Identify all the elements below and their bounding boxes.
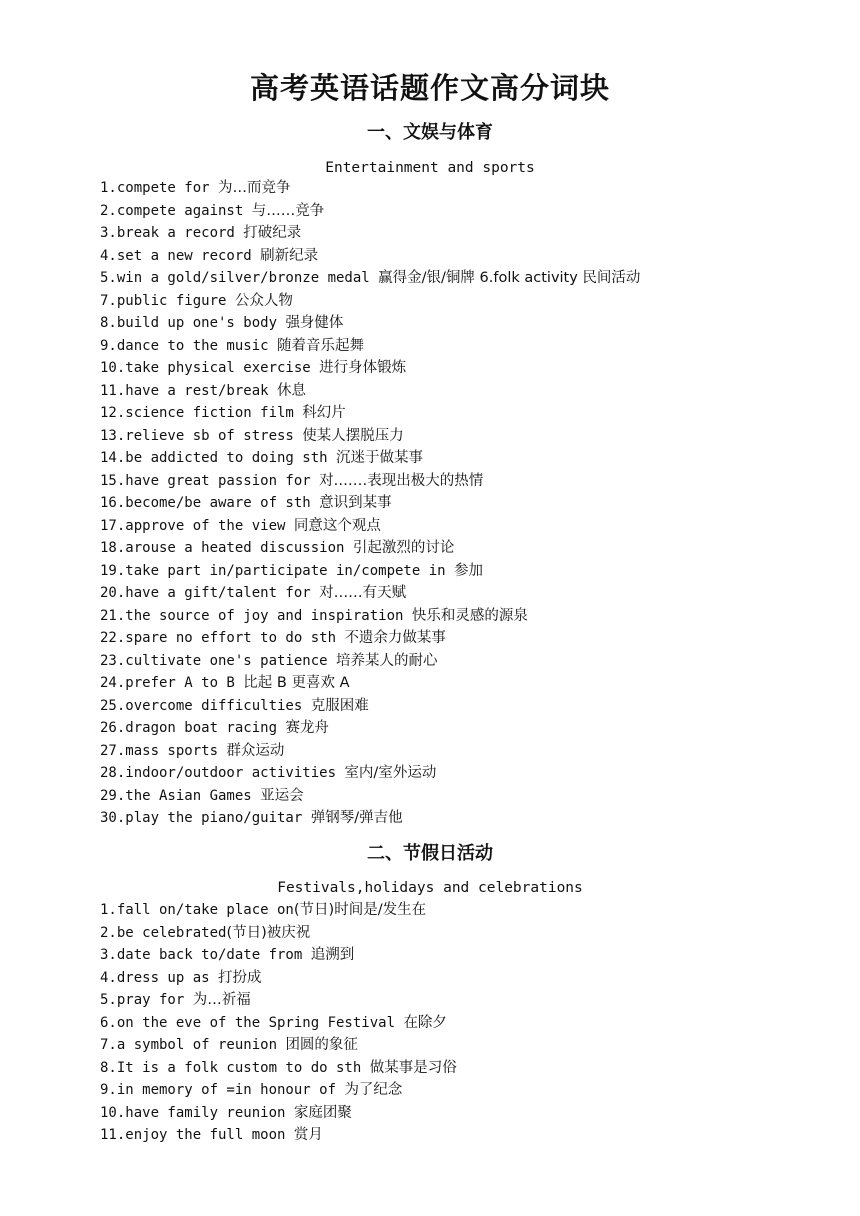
list-item bbox=[100, 177, 800, 200]
list-item bbox=[100, 492, 800, 515]
list-item bbox=[100, 447, 800, 470]
phrase-chinese: 在除夕 bbox=[403, 1014, 447, 1031]
list-item bbox=[100, 425, 800, 448]
phrase-english: 11.enjoy the full moon bbox=[100, 1127, 294, 1143]
list-item bbox=[100, 1079, 800, 1102]
phrase-list-entertainment bbox=[100, 177, 800, 830]
list-item bbox=[100, 627, 800, 650]
phrase-chinese: 为…而竞争 bbox=[218, 180, 291, 196]
phrase-english: 1.fall on/take place on bbox=[100, 902, 294, 918]
list-item bbox=[100, 922, 800, 945]
list-item bbox=[100, 582, 800, 605]
phrase-english: 8.It is a folk custom to do sth bbox=[100, 1059, 370, 1076]
phrase-english: 3.break a record bbox=[100, 225, 244, 241]
phrase-chinese: 随着音乐起舞 bbox=[277, 337, 365, 354]
phrase-list-festivals bbox=[100, 899, 800, 1147]
phrase-chinese: 做某事是习俗 bbox=[369, 1059, 457, 1076]
list-item bbox=[100, 1034, 800, 1057]
phrase-english: 5.win a gold/silver/bronze medal bbox=[100, 270, 379, 286]
list-item bbox=[100, 717, 800, 740]
phrase-chinese: 参加 bbox=[454, 562, 484, 579]
phrase-chinese: 强身健体 bbox=[285, 315, 344, 331]
list-item bbox=[100, 1124, 800, 1147]
phrase-english: 22.spare no effort to do sth bbox=[100, 630, 345, 646]
phrase-chinese: 打扮成 bbox=[218, 969, 262, 986]
list-item bbox=[100, 740, 800, 763]
phrase-chinese: 培养某人的耐心 bbox=[336, 652, 438, 669]
section-subtitle-entertainment: Entertainment and sports bbox=[325, 160, 535, 176]
list-item bbox=[100, 470, 800, 493]
phrase-chinese: (节日)时间是/发生在 bbox=[293, 902, 427, 918]
list-item bbox=[100, 290, 800, 313]
list-item bbox=[100, 515, 800, 538]
phrase-english: 2.compete against bbox=[100, 202, 252, 219]
phrase-chinese: 家庭团聚 bbox=[293, 1104, 352, 1121]
phrase-chinese: 进行身体锻炼 bbox=[319, 360, 407, 376]
phrase-chinese: 对.……表现出极大的热情 bbox=[319, 472, 484, 489]
phrase-english: 17.approve of the view bbox=[100, 517, 294, 534]
phrase-chinese: 科幻片 bbox=[302, 405, 346, 421]
phrase-english: 28.indoor/outdoor activities bbox=[100, 765, 345, 781]
list-item bbox=[100, 1102, 800, 1125]
phrase-english: 4.set a new record bbox=[100, 247, 261, 264]
phrase-english: 7.public figure bbox=[100, 292, 235, 309]
phrase-chinese: 群众运动 bbox=[226, 742, 285, 759]
phrase-chinese: 意识到某事 bbox=[319, 495, 392, 511]
phrase-english: 19.take part in/participate in/compete in bbox=[100, 562, 455, 579]
phrase-chinese: 与……竞争 bbox=[251, 202, 325, 219]
phrase-chinese: 公众人物 bbox=[234, 292, 293, 309]
phrase-chinese: 快乐和灵感的源泉 bbox=[411, 607, 528, 624]
list-item bbox=[100, 967, 800, 990]
phrase-english: 10.have family reunion bbox=[100, 1104, 294, 1121]
phrase-chinese: 克服困难 bbox=[310, 697, 369, 714]
phrase-chinese: 赛龙舟 bbox=[285, 720, 329, 736]
phrase-english: 18.arouse a heated discussion bbox=[100, 540, 353, 556]
list-item bbox=[100, 1012, 800, 1035]
phrase-chinese: (节日)被庆祝 bbox=[226, 924, 311, 941]
phrase-english: 16.become/be aware of sth bbox=[100, 495, 320, 511]
phrase-english: 12.science fiction film bbox=[100, 405, 303, 421]
list-item bbox=[100, 785, 800, 808]
list-item bbox=[100, 899, 800, 922]
phrase-english: 29.the Asian Games bbox=[100, 787, 261, 804]
phrase-english: 14.be addicted to doing sth bbox=[100, 450, 337, 466]
phrase-chinese: 团圆的象征 bbox=[285, 1037, 358, 1053]
list-item bbox=[100, 650, 800, 673]
phrase-chinese: 同意这个观点 bbox=[293, 517, 381, 534]
phrase-english: 5.pray for bbox=[100, 992, 193, 1008]
list-item bbox=[100, 357, 800, 380]
list-item bbox=[100, 762, 800, 785]
phrase-english: 4.dress up as bbox=[100, 969, 219, 986]
list-item bbox=[100, 380, 800, 403]
phrase-english: 3.date back to/date from bbox=[100, 947, 311, 963]
phrase-chinese: 为了纪念 bbox=[344, 1082, 403, 1098]
phrase-chinese: 引起激烈的讨论 bbox=[352, 540, 455, 556]
phrase-english: 23.cultivate one's patience bbox=[100, 652, 337, 669]
list-item bbox=[100, 989, 800, 1012]
phrase-english: 26.dragon boat racing bbox=[100, 720, 286, 736]
phrase-chinese: 为…祈福 bbox=[192, 992, 251, 1008]
phrase-chinese: 打破纪录 bbox=[243, 225, 302, 241]
list-item bbox=[100, 672, 800, 695]
phrase-chinese: 弹钢琴/弹吉他 bbox=[310, 810, 403, 826]
page-title: 高考英语话题作文高分词块 bbox=[249, 71, 610, 105]
list-item bbox=[100, 537, 800, 560]
list-item bbox=[100, 695, 800, 718]
phrase-english: 21.the source of joy and inspiration bbox=[100, 607, 412, 624]
phrase-english: 7.a symbol of reunion bbox=[100, 1037, 286, 1053]
list-item bbox=[100, 312, 800, 335]
section-heading-festivals: 二、节假日活动 bbox=[367, 843, 493, 864]
list-item bbox=[100, 335, 800, 358]
phrase-english: 6.on the eve of the Spring Festival bbox=[100, 1014, 404, 1031]
phrase-chinese: 使某人摆脱压力 bbox=[302, 427, 404, 444]
list-item bbox=[100, 402, 800, 425]
list-item bbox=[100, 560, 800, 583]
phrase-english: 27.mass sports bbox=[100, 742, 227, 759]
phrase-english: 11.have a rest/break bbox=[100, 382, 278, 399]
phrase-chinese: 对……有天赋 bbox=[319, 585, 407, 601]
phrase-english: 9.dance to the music bbox=[100, 337, 278, 354]
list-item bbox=[100, 1057, 800, 1080]
phrase-chinese: 沉迷于做某事 bbox=[336, 450, 424, 466]
list-item bbox=[100, 245, 800, 268]
phrase-english: 9.in memory of =in honour of bbox=[100, 1082, 345, 1098]
phrase-chinese: 追溯到 bbox=[310, 947, 355, 963]
phrase-chinese: 刷新纪录 bbox=[260, 247, 319, 264]
phrase-english: 13.relieve sb of stress bbox=[100, 427, 303, 444]
phrase-english: 10.take physical exercise bbox=[100, 360, 320, 376]
phrase-english: 30.play the piano/guitar bbox=[100, 810, 311, 826]
phrase-chinese: 亚运会 bbox=[260, 787, 304, 804]
list-item bbox=[100, 807, 800, 830]
phrase-english: 15.have great passion for bbox=[100, 472, 320, 489]
phrase-english: 20.have a gift/talent for bbox=[100, 585, 320, 601]
phrase-english: 2.be celebrated bbox=[100, 924, 227, 941]
list-item bbox=[100, 267, 800, 290]
list-item bbox=[100, 944, 800, 967]
phrase-chinese: 休息 bbox=[277, 382, 307, 399]
section-heading-entertainment: 一、文娱与体育 bbox=[367, 122, 493, 143]
phrase-english: 24.prefer A to B bbox=[100, 675, 244, 691]
phrase-chinese: 不遗余力做某事 bbox=[344, 630, 446, 646]
phrase-english: 25.overcome difficulties bbox=[100, 697, 311, 714]
list-item bbox=[100, 200, 800, 223]
phrase-english: 1.compete for bbox=[100, 180, 219, 196]
phrase-chinese: 赏月 bbox=[293, 1127, 323, 1143]
phrase-chinese: 赢得金/银/铜牌 6.folk activity 民间活动 bbox=[378, 270, 641, 286]
list-item bbox=[100, 605, 800, 628]
phrase-chinese: 室内/室外运动 bbox=[344, 765, 437, 781]
phrase-english: 8.build up one's body bbox=[100, 315, 286, 331]
section-subtitle-festivals: Festivals,holidays and celebrations bbox=[277, 880, 583, 896]
phrase-chinese: 比起 B 更喜欢 A bbox=[243, 675, 350, 691]
list-item bbox=[100, 222, 800, 245]
